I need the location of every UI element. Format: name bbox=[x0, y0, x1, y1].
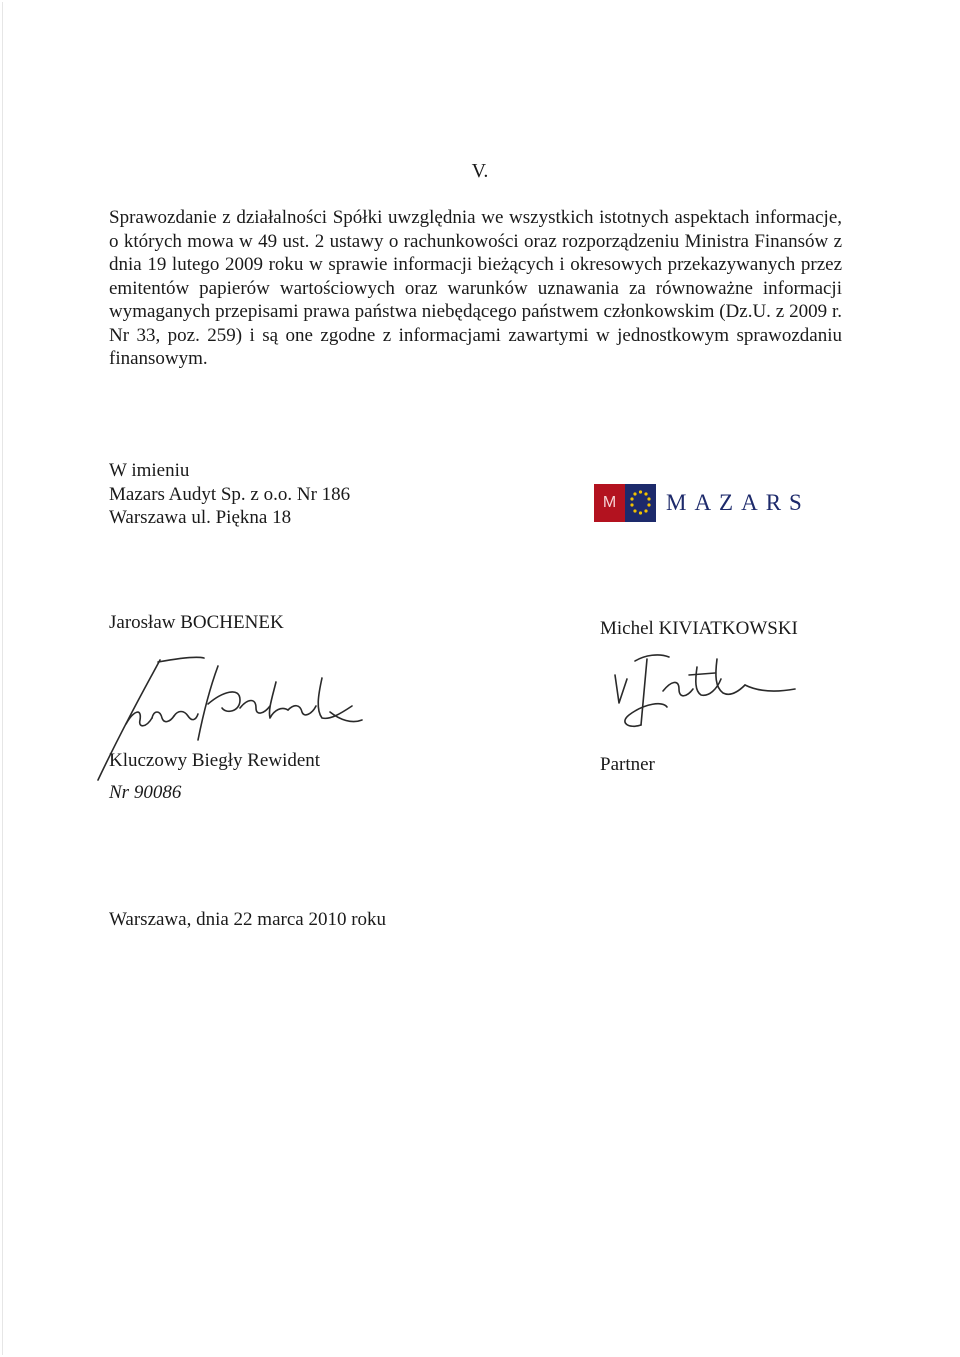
logo-wordmark: MAZARS bbox=[666, 490, 810, 515]
left-signatory-role: Kluczowy Biegły Rewident bbox=[109, 750, 321, 771]
on-behalf-label: W imieniu bbox=[109, 460, 190, 481]
auditor-company: Mazars Audyt Sp. z o.o. Nr 186 bbox=[109, 483, 351, 505]
right-handwritten-signature bbox=[605, 645, 805, 740]
place-and-date: Warszawa, dnia 22 marca 2010 roku bbox=[109, 909, 387, 930]
left-signatory-name: Jarosław BOCHENEK bbox=[109, 612, 284, 633]
statement-paragraph: Sprawozdanie z działalności Spółki uwzględnia we wszystkich istotnych aspektach informacje, o których mowa w 49 ust. 2 ustawy o rachunkowości oraz rozporządzeniu Ministra Finansów z dnia 19 lutego 2009 roku w sprawie informacji bieżących i okresowych przekazywanych przez emitentów papierów wartościowych oraz warunków uznawania za równoważne informacji wymaganych przepisami prawa państwa niebędącego państwem członkowskim (Dz.U. z 2009 r. Nr 33, poz. 259) i są one zgodne z informacjami zawartymi w jednostkowym sprawozdaniu finansowym. bbox=[109, 207, 842, 369]
auditor-address: Warszawa ul. Piękna 18 bbox=[109, 507, 292, 528]
right-signatory-name: Michel KIVIATKOWSKI bbox=[600, 618, 798, 639]
mazars-logo bbox=[594, 484, 810, 522]
auditor-block bbox=[109, 459, 350, 530]
logo-letter: M bbox=[594, 484, 625, 522]
stars-icon bbox=[625, 484, 656, 522]
section-number: V. bbox=[471, 160, 489, 182]
mazars-logo-mark bbox=[594, 484, 656, 522]
right-signatory-role: Partner bbox=[600, 754, 655, 775]
left-signatory-number: Nr 90086 bbox=[109, 782, 182, 803]
